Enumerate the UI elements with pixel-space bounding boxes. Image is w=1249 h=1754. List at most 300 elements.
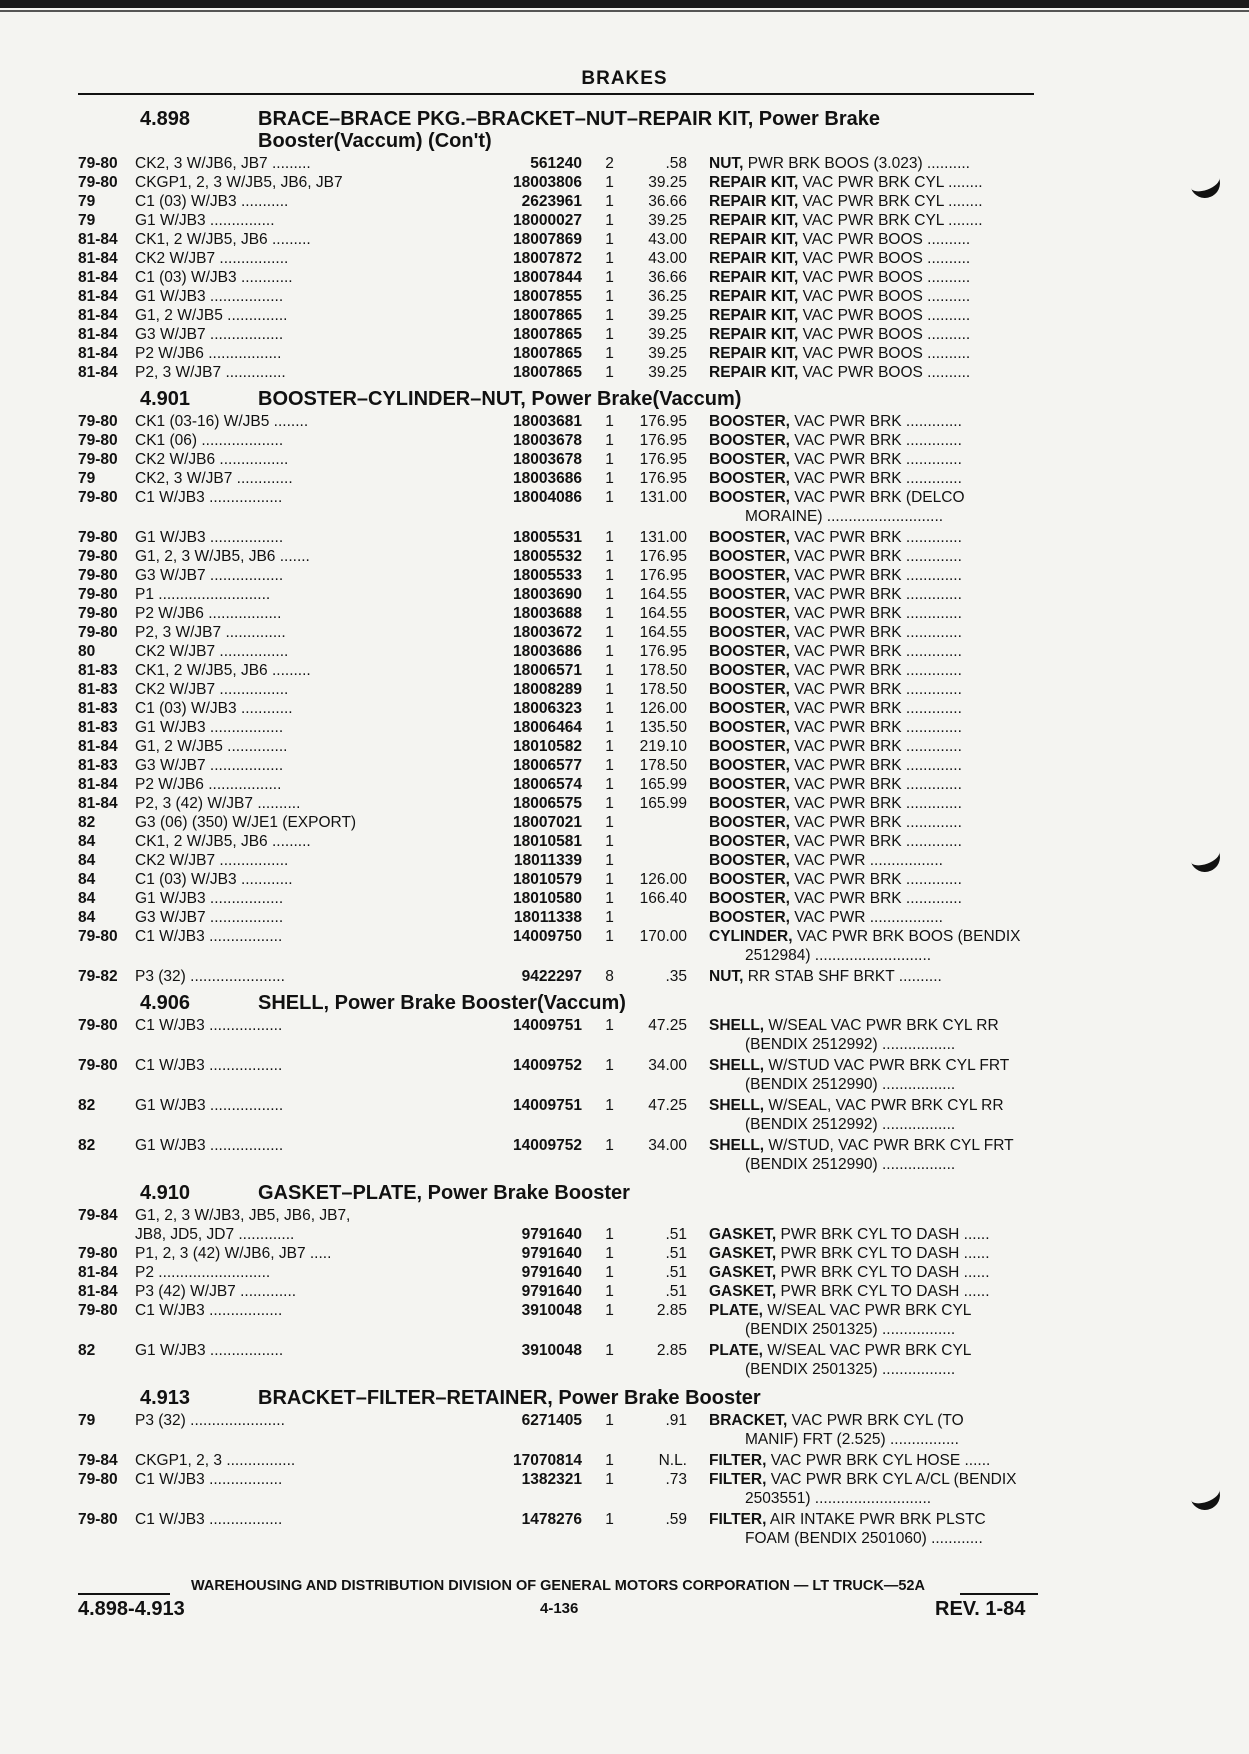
model-year: 81-84 [78,288,118,305]
part-description [709,1411,1069,1430]
model-year: 81-83 [78,700,118,717]
part-description [709,1282,1069,1301]
part-number: 18007865 [513,307,582,324]
part-name: BOOSTER, [709,529,790,546]
application: P2 .......................... [135,1264,271,1281]
part-row [78,870,1038,889]
model-year: 79 [78,193,96,210]
model-year: 79-80 [78,1302,118,1319]
quantity: 1 [605,833,614,850]
application: CK2 W/JB6 ................ [135,451,289,468]
part-description [709,192,1069,211]
part-row [78,1341,1038,1360]
price: 131.00 [639,489,687,506]
application: CK2 W/JB7 ................ [135,681,289,698]
price [637,851,687,870]
quantity: 1 [605,586,614,603]
part-row-continued [78,1320,1038,1339]
part-name: BOOSTER, [709,890,790,907]
part-number: 18003672 [513,624,582,641]
part-description [709,680,1069,699]
price: 165.99 [639,776,687,793]
part-number: 18003678 [513,451,582,468]
part-detail: PWR BRK CYL TO DASH ...... [776,1283,990,1300]
part-name: BOOSTER, [709,719,790,736]
part-name: BOOSTER, [709,605,790,622]
part-description [709,431,1069,450]
part-number: 18006464 [513,719,582,736]
part-description-continued: MORAINE) ........................... [745,508,944,525]
application: CK2, 3 W/JB6, JB7 ......... [135,155,311,172]
part-row [78,699,1038,718]
price: 126.00 [639,871,687,888]
part-description [709,363,1069,382]
part-number: 18006575 [513,795,582,812]
part-row [78,469,1038,488]
section-title-line: SHELL, Power Brake Booster(Vaccum) [258,992,626,1014]
model-year: 79-80 [78,548,118,565]
price: 2.85 [656,1302,687,1319]
part-description-continued: (BENDIX 2512992) ................. [745,1036,956,1053]
quantity: 1 [605,643,614,660]
part-number: 18003690 [513,586,582,603]
part-description [709,1510,1069,1529]
part-detail: VAC PWR BRK ............. [789,833,962,850]
part-number: 18007844 [513,269,582,286]
part-detail: VAC PWR BRK ............. [789,470,962,487]
part-number: 18007021 [513,814,582,831]
quantity: 1 [605,928,614,945]
footer-revision: REV. 1-84 [935,1598,1026,1620]
application: G1 W/JB3 ................. [135,529,284,546]
part-number: 14009752 [513,1057,582,1074]
row-spacer [78,1430,709,1449]
part-description-continued: MANIF) FRT (2.525) ................ [745,1431,959,1448]
application: G1 W/JB3 ................. [135,890,284,907]
quantity: 1 [605,326,614,343]
section-number: 4.906 [140,992,191,1014]
part-number: 18007855 [513,288,582,305]
price: 126.00 [639,700,687,717]
part-name: BOOSTER, [709,413,790,430]
application: P2, 3 W/JB7 .............. [135,364,286,381]
model-year: 81-84 [78,795,118,812]
quantity: 1 [605,364,614,381]
application: G1 W/JB3 ................. [135,1137,284,1154]
part-detail: VAC PWR ................. [789,852,943,869]
part-row [78,889,1038,908]
part-number: 18004086 [513,489,582,506]
part-row [78,661,1038,680]
part-description [709,1136,1069,1155]
model-year: 81-84 [78,326,118,343]
price: 176.95 [639,548,687,565]
price: 166.40 [639,890,687,907]
part-name: REPAIR KIT, [709,269,799,286]
part-description [709,967,1069,986]
quantity: 1 [605,890,614,907]
price [637,1206,687,1225]
model-year: 79-80 [78,1511,118,1528]
quantity: 1 [605,1264,614,1281]
model-year: 79-80 [78,451,118,468]
part-number: 6271405 [521,1412,582,1429]
part-description [709,268,1069,287]
part-detail: VAC PWR BRK ............. [789,871,962,888]
price: .59 [665,1511,687,1528]
section-header [78,1182,1038,1204]
part-description [709,412,1069,431]
part-row [78,488,1038,507]
part-name: REPAIR KIT, [709,326,799,343]
price: 39.25 [648,326,687,343]
part-detail: VAC PWR BRK CYL ........ [798,174,983,191]
price: 176.95 [639,643,687,660]
part-detail: VAC PWR BRK ............. [789,700,962,717]
part-number: 9791640 [521,1264,582,1281]
part-description [709,661,1069,680]
application: CK1 (03-16) W/JB5 ........ [135,413,309,430]
application: P2 W/JB6 ................. [135,776,282,793]
header-rule [78,93,1034,95]
part-name: BOOSTER, [709,451,790,468]
section-header [78,388,1038,410]
part-row [78,192,1038,211]
part-name: BOOSTER, [709,776,790,793]
part-description [709,870,1069,889]
row-spacer [78,1115,709,1134]
application: P3 (32) ...................... [135,1412,285,1429]
part-description [709,325,1069,344]
part-detail: VAC PWR BRK BOOS (BENDIX [792,928,1021,945]
part-detail: VAC PWR BRK ............. [789,586,962,603]
part-description [709,775,1069,794]
price: 34.00 [648,1057,687,1074]
price: .91 [665,1412,687,1429]
part-number: 14009752 [513,1137,582,1154]
price: .51 [665,1226,687,1243]
part-row [78,1244,1038,1263]
part-row [78,604,1038,623]
part-number: 9791640 [521,1245,582,1262]
part-row [78,585,1038,604]
part-number: 9422297 [521,968,582,985]
application: C1 W/JB3 ................. [135,1017,283,1034]
part-name: BRACKET, [709,1412,788,1429]
row-spacer [78,1489,709,1508]
part-row [78,154,1038,173]
part-row [78,566,1038,585]
part-row [78,908,1038,927]
footer-section-range: 4.898-4.913 [78,1598,185,1620]
application: P2 W/JB6 ................. [135,605,282,622]
part-number: 18006571 [513,662,582,679]
part-row [78,1206,1038,1225]
top-scan-border [0,0,1249,8]
model-year: 79-80 [78,174,118,191]
part-detail: PWR BRK CYL TO DASH ...... [776,1226,990,1243]
application: G1, 2, 3 W/JB3, JB5, JB6, JB7, [135,1207,351,1224]
part-detail: VAC PWR BRK CYL (TO [787,1412,964,1429]
part-number: 18010580 [513,890,582,907]
part-detail: VAC PWR BRK ............. [789,432,962,449]
part-number: 18003678 [513,432,582,449]
part-detail: VAC PWR BRK ............. [789,795,962,812]
application: G1, 2, 3 W/JB5, JB6 ....... [135,548,310,565]
part-row [78,1096,1038,1115]
part-detail: VAC PWR BRK ............. [789,890,962,907]
part-number: 18011338 [513,909,582,926]
application: G1 W/JB3 ................. [135,1342,284,1359]
part-number: 3910048 [521,1302,582,1319]
part-name: SHELL, [709,1017,765,1034]
part-detail: VAC PWR BRK ............. [789,643,962,660]
part-description [709,623,1069,642]
part-description-continued: (BENDIX 2501325) ................. [745,1361,956,1378]
model-year: 81-84 [78,738,118,755]
model-year: 79-80 [78,586,118,603]
part-detail: PWR BRK BOOS (3.023) .......... [743,155,970,172]
part-row [78,642,1038,661]
model-year: 81-84 [78,307,118,324]
part-description [709,737,1069,756]
part-detail: VAC PWR BRK ............. [789,757,962,774]
part-name: BOOSTER, [709,567,790,584]
part-number: 18006323 [513,700,582,717]
price: 36.66 [648,193,687,210]
part-row [78,173,1038,192]
part-description [709,604,1069,623]
part-description [709,488,1069,507]
price: 36.66 [648,269,687,286]
price: 39.25 [648,345,687,362]
part-row [78,211,1038,230]
model-year: 79-80 [78,529,118,546]
model-year: 81-84 [78,1283,118,1300]
quantity: 1 [605,307,614,324]
part-row [78,680,1038,699]
price: 164.55 [639,624,687,641]
application: C1 (03) W/JB3 ............ [135,700,293,717]
quantity: 1 [605,700,614,717]
part-detail: VAC PWR BRK CYL ........ [798,193,983,210]
part-number: 18003681 [513,413,582,430]
part-row [78,1225,1038,1244]
part-number: 3910048 [521,1342,582,1359]
application: G1 W/JB3 ................. [135,719,284,736]
part-description-continued: 2503551) ........................... [745,1490,932,1507]
part-description [709,1451,1069,1470]
application: C1 W/JB3 ................. [135,1511,283,1528]
part-row [78,1451,1038,1470]
part-description-continued: FOAM (BENDIX 2501060) ............ [745,1530,983,1547]
part-description [709,1301,1069,1320]
part-detail: VAC PWR BRK CYL HOSE ...... [766,1452,991,1469]
price: .35 [665,968,687,985]
top-scan-border-thin [0,10,1249,12]
part-description [709,794,1069,813]
quantity: 1 [605,1097,614,1114]
quantity: 1 [605,624,614,641]
part-number: 18010579 [513,871,582,888]
part-description [709,832,1069,851]
price: 39.25 [648,212,687,229]
part-detail: VAC PWR BOOS .......... [798,364,971,381]
part-description [709,1016,1069,1035]
part-name: REPAIR KIT, [709,250,799,267]
model-year: 81-84 [78,269,118,286]
part-description-continued: (BENDIX 2512990) ................. [745,1076,956,1093]
part-number: 14009751 [513,1097,582,1114]
part-description [709,1244,1069,1263]
price: 178.50 [639,757,687,774]
part-name: REPAIR KIT, [709,345,799,362]
part-row-continued [78,1489,1038,1508]
part-detail: VAC PWR BOOS .......... [798,269,971,286]
quantity: 1 [605,795,614,812]
section-title [258,1387,1038,1409]
price: 39.25 [648,174,687,191]
price: 176.95 [639,432,687,449]
price: .51 [665,1245,687,1262]
application: CK2 W/JB7 ................ [135,250,289,267]
price: 165.99 [639,795,687,812]
part-number: 18011339 [513,852,582,869]
part-number: 18003806 [513,174,582,191]
price: 43.00 [648,250,687,267]
part-row [78,832,1038,851]
part-row [78,1056,1038,1075]
part-name: REPAIR KIT, [709,231,799,248]
part-description [709,1056,1069,1075]
part-name: FILTER, [709,1471,767,1488]
part-name: BOOSTER, [709,432,790,449]
application: P2 W/JB6 ................. [135,345,282,362]
footer-page-number: 4-136 [540,1600,579,1617]
part-name: BOOSTER, [709,871,790,888]
binder-hole-icon [1186,838,1224,876]
application: CK2 W/JB7 ................ [135,643,289,660]
part-row [78,547,1038,566]
price: 178.50 [639,662,687,679]
part-description [709,211,1069,230]
quantity: 1 [605,250,614,267]
quantity: 1 [605,1452,614,1469]
application: G3 W/JB7 ................. [135,909,284,926]
price: N.L. [658,1452,687,1469]
part-name: GASKET, [709,1264,777,1281]
application: G1, 2 W/JB5 .............. [135,307,288,324]
part-row [78,412,1038,431]
part-description-continued: 2512984) ........................... [745,947,932,964]
part-number: 18000027 [513,212,582,229]
part-number: 18003686 [513,643,582,660]
part-number: 18010582 [513,738,582,755]
section-title-continued: Booster(Vaccum) (Con't) [258,130,492,152]
part-row [78,967,1038,986]
part-name: BOOSTER, [709,757,790,774]
section-title [258,992,1038,1014]
part-detail: VAC PWR BOOS .......... [798,231,971,248]
part-detail: VAC PWR BRK ............. [789,814,962,831]
model-year: 81-84 [78,250,118,267]
part-number: 18003688 [513,605,582,622]
row-spacer [78,1529,709,1548]
section-gap [78,1550,1038,1556]
part-description-continued: (BENDIX 2501325) ................. [745,1321,956,1338]
part-number: 18006577 [513,757,582,774]
price: 176.95 [639,567,687,584]
part-description-continued: (BENDIX 2512992) ................. [745,1116,956,1133]
part-number: 18005532 [513,548,582,565]
price: 164.55 [639,586,687,603]
section-title-line: BOOSTER–CYLINDER–NUT, Power Brake(Vaccum) [258,388,742,410]
part-name: NUT, [709,155,744,172]
part-number: 18005533 [513,567,582,584]
price: 131.00 [639,529,687,546]
section-number: 4.901 [140,388,191,410]
part-row-continued [78,507,1038,526]
price: 43.00 [648,231,687,248]
part-number: 18007869 [513,231,582,248]
part-detail: VAC PWR BRK ............. [789,548,962,565]
part-name: FILTER, [709,1511,767,1528]
price: 219.10 [639,738,687,755]
application: CK1 (06) ................... [135,432,284,449]
part-description [709,230,1069,249]
application: C1 W/JB3 ................. [135,1471,283,1488]
part-name: BOOSTER, [709,643,790,660]
part-description [709,927,1069,946]
application: CK1, 2 W/JB5, JB6 ......... [135,231,311,248]
section-title-line: BRACE–BRACE PKG.–BRACKET–NUT–REPAIR KIT, Power Brake [258,108,880,130]
section-title [258,108,1038,152]
model-year: 84 [78,890,96,907]
application: G1 W/JB3 ................. [135,1097,284,1114]
model-year: 81-83 [78,662,118,679]
part-number: 18005531 [513,529,582,546]
application: C1 W/JB3 ................. [135,1057,283,1074]
part-name: GASKET, [709,1283,777,1300]
part-name: NUT, [709,968,744,985]
application: G1 W/JB3 ............... [135,212,275,229]
part-number: 18006574 [513,776,582,793]
part-name: CYLINDER, [709,928,793,945]
quantity: 1 [605,662,614,679]
quantity: 1 [605,470,614,487]
part-description [709,528,1069,547]
part-description [709,469,1069,488]
part-row [78,268,1038,287]
part-detail: VAC PWR BOOS .......... [798,326,971,343]
quantity: 1 [605,871,614,888]
quantity: 1 [605,451,614,468]
quantity: 1 [605,1283,614,1300]
quantity: 1 [605,1342,614,1359]
application: G3 (06) (350) W/JE1 (EXPORT) [135,814,357,831]
application: C1 W/JB3 ................. [135,489,283,506]
model-year: 79-80 [78,489,118,506]
model-year: 79-80 [78,567,118,584]
part-row [78,851,1038,870]
part-description [709,1206,1069,1225]
part-name: BOOSTER, [709,586,790,603]
part-row [78,344,1038,363]
price: 176.95 [639,470,687,487]
price: 39.25 [648,364,687,381]
row-spacer [78,507,709,526]
application: G3 W/JB7 ................. [135,326,284,343]
